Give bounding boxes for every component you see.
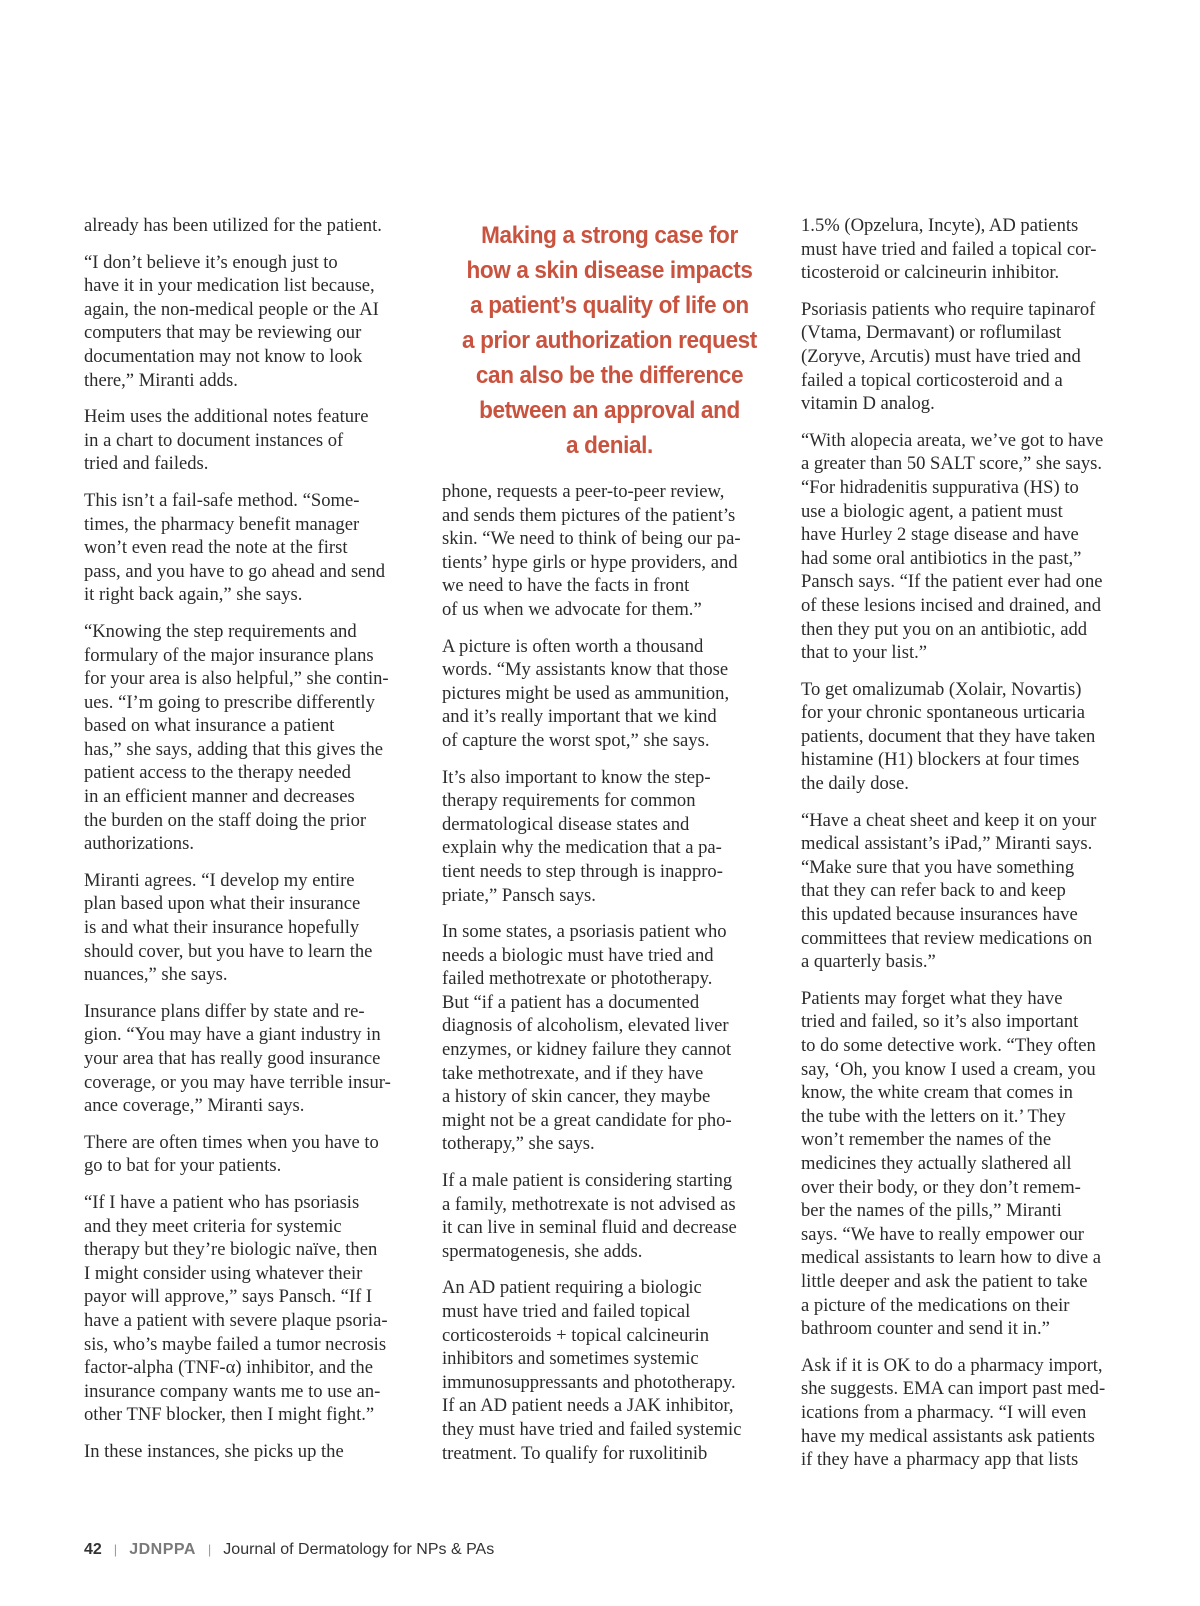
paragraph [801,1354,1131,1472]
text-line: authorizations. [84,833,194,855]
text-line: therapy but they’re biologic naïve, then [84,1239,378,1261]
paragraph [84,251,416,393]
paragraph [442,766,777,908]
text-line: histamine (H1) blockers at four times [801,749,1080,771]
text-line: times, the pharmacy benefit manager [84,513,360,535]
text-line: corticosteroids + topical calcineurin [442,1324,710,1346]
text-line: totherapy,” she says. [442,1133,595,1155]
text-line: ications from a pharmacy. “I will even [801,1401,1087,1423]
text-line: tient needs to step through is inappro- [442,860,723,882]
text-line: therapy requirements for common [442,790,696,812]
text-line: had some oral antibiotics in the past,” [801,547,1082,569]
text-line: a greater than 50 SALT score,” she says. [801,453,1103,475]
pull-quote-line: between an approval and [479,397,740,424]
text-line: over their body, or they don’t remem- [801,1176,1081,1198]
text-line: the burden on the staff doing the prior [84,809,367,831]
text-line: needs a biologic must have tried and [442,944,714,966]
pull-quote-line: Making a strong case for [481,222,738,249]
text-line: skin. “We need to think of being our pa- [442,528,741,550]
text-line: ber the names of the pills,” Miranti [801,1200,1062,1222]
pull-quote-line: how a skin disease impacts [466,257,753,284]
text-line: won’t remember the names of the [801,1129,1052,1151]
text-line: Psoriasis patients who require tapinarof [801,298,1096,320]
paragraph [84,869,416,987]
text-line: then they put you on an antibiotic, add [801,618,1088,640]
text-line: we need to have the facts in front [442,575,690,597]
middle-body-text [442,480,777,1465]
paragraph [801,809,1131,974]
page-footer [84,1541,494,1559]
text-line: of these lesions incised and drained, and [801,594,1101,616]
text-line: take methotrexate, and if they have [442,1062,704,1084]
text-line: and they meet criteria for systemic [84,1215,342,1237]
text-line: medical assistant’s iPad,” Miranti says. [801,833,1093,855]
text-line: she suggests. EMA can import past med- [801,1378,1106,1400]
text-line: other TNF blocker, then I might fight.” [84,1404,375,1426]
text-line: words. “My assistants know that those [442,659,729,681]
text-line: patients, document that they have taken [801,725,1096,747]
text-line: If a male patient is considering starting [442,1170,733,1192]
text-line: might not be a great candidate for pho- [442,1109,732,1131]
text-line: I might consider using whatever their [84,1262,363,1284]
pull-quote-line: a denial. [566,432,653,459]
text-line: explain why the medication that a pa- [442,837,722,859]
text-line: is and what their insurance hopefully [84,917,360,939]
text-line: ance coverage,” Miranti says. [84,1095,305,1117]
text-line: It’s also important to know the step- [442,766,711,788]
text-line: An AD patient requiring a biologic [442,1277,702,1299]
paragraph [801,429,1131,665]
text-line: committees that review medications on [801,927,1093,949]
text-line: tients’ hype girls or hype providers, and [442,551,738,573]
text-line: in an efficient manner and decreases [84,786,355,808]
text-line: they must have tried and failed systemic [442,1418,742,1440]
text-line: enzymes, or kidney failure they cannot [442,1039,732,1061]
text-line: should cover, but you have to learn the [84,940,373,962]
text-line: To get omalizumab (Xolair, Novartis) [801,678,1082,700]
paragraph [84,489,416,607]
text-line: plan based upon what their insurance [84,893,361,915]
text-line: patient access to the therapy needed [84,762,351,784]
article-column-left [84,214,416,1477]
text-line: treatment. To qualify for ruxolitinib [442,1442,708,1464]
text-line: already has been utilized for the patient. [84,215,382,236]
pull-quote [455,214,763,463]
text-line: This isn’t a fail-safe method. “Some- [84,489,360,511]
paragraph [84,1440,416,1464]
text-line: A picture is often worth a thousand [442,635,704,657]
text-line: has,” she says, adding that this gives the [84,738,383,760]
text-line: there,” Miranti adds. [84,369,238,391]
paragraph [801,298,1131,416]
text-line: tried and failed, so it’s also important [801,1011,1079,1033]
text-line: inhibitors and sometimes systemic [442,1348,699,1370]
text-line: (Zoryve, Arcutis) must have tried and [801,345,1081,367]
text-line: pictures might be used as ammunition, [442,682,730,704]
text-line: factor-alpha (TNF-α) inhibitor, and the [84,1357,373,1379]
text-line: that to your list.” [801,642,928,664]
text-line: based on what insurance a patient [84,715,335,737]
paragraph [442,1276,777,1465]
text-line: “Make sure that you have something [801,856,1075,878]
text-line: “With alopecia areata, we’ve got to have [801,429,1104,451]
paragraph [84,214,416,238]
text-line: documentation may not know to look [84,345,363,367]
text-line: won’t even read the note at the first [84,537,348,559]
paragraph [442,480,777,622]
text-line: and sends them pictures of the patient’s [442,504,736,526]
text-line: gion. “You may have a giant industry in [84,1024,381,1046]
text-line: must have tried and failed a topical cor- [801,238,1097,260]
text-line: failed a topical corticosteroid and a [801,369,1063,391]
text-line: dermatological disease states and [442,813,690,835]
pull-quote-line: a prior authorization request [462,327,757,354]
text-line: coverage, or you may have terrible insur- [84,1071,391,1093]
text-line: in a chart to document instances of [84,429,344,451]
text-line: Pansch says. “If the patient ever had one [801,571,1103,593]
text-line: medical assistants to learn how to dive a [801,1247,1102,1269]
paragraph [84,1191,416,1427]
text-line: There are often times when you have to [84,1131,379,1153]
text-line: Miranti agrees. “I develop my entire [84,869,355,891]
paragraph [442,635,777,753]
text-line: tried and faileds. [84,453,209,475]
text-line: “Knowing the step requirements and [84,620,357,642]
text-line: the daily dose. [801,773,909,795]
text-line: spermatogenesis, she adds. [442,1240,643,1262]
text-line: pass, and you have to go ahead and send [84,560,386,582]
text-line: phone, requests a peer-to-peer review, [442,481,725,502]
text-line: have a patient with severe plaque psoria- [84,1309,388,1331]
paragraph [84,1131,416,1178]
article-column-middle [442,214,777,1478]
paragraph [801,678,1131,796]
text-line: and it’s really important that we kind [442,706,717,728]
pull-quote-line: a patient’s quality of life on [470,292,749,319]
text-line: a family, methotrexate is not advised as [442,1193,736,1215]
paragraph [801,214,1131,285]
text-line: computers that may be reviewing our [84,322,362,344]
text-line: priate,” Pansch says. [442,884,596,906]
text-line: a quarterly basis.” [801,951,936,973]
text-line: if they have a pharmacy app that lists [801,1449,1079,1471]
journal-name: Journal of Dermatology for NPs & PAs [223,1541,495,1558]
text-line: of capture the worst spot,” she says. [442,729,710,751]
paragraph [84,1000,416,1118]
text-line: Ask if it is OK to do a pharmacy import, [801,1354,1103,1376]
paragraph [442,920,777,1156]
text-line: But “if a patient has a documented [442,991,700,1013]
paragraph [442,1169,777,1263]
text-line: formulary of the major insurance plans [84,644,374,666]
text-line: for your chronic spontaneous urticaria [801,702,1085,724]
text-line: it can live in seminal fluid and decrease [442,1217,737,1239]
text-line: Heim uses the additional notes feature [84,406,369,428]
text-line: ticosteroid or calcineurin inhibitor. [801,262,1060,284]
text-line: for your area is also helpful,” she contin- [84,668,389,690]
text-line: medicines they actually slathered all [801,1152,1072,1174]
text-line: nuances,” she says. [84,964,228,986]
text-line: If an AD patient needs a JAK inhibitor, [442,1395,734,1417]
text-line: immunosuppressants and phototherapy. [442,1371,736,1393]
paragraph [84,405,416,476]
text-line: sis, who’s maybe failed a tumor necrosis [84,1333,387,1355]
text-line: vitamin D analog. [801,393,935,415]
page-number: 42 [84,1541,102,1558]
text-line: says. “We have to really empower our [801,1223,1084,1245]
footer-separator: | [113,1542,118,1557]
text-line: that they can refer back to and keep [801,880,1066,902]
text-line: 1.5% (Opzelura, Incyte), AD patients [801,215,1079,236]
text-line: know, the white cream that comes in [801,1082,1073,1104]
journal-abbreviation: JDNPPA [129,1541,196,1558]
text-line: to do some detective work. “They often [801,1035,1096,1056]
paragraph [84,620,416,856]
text-line: have Hurley 2 stage disease and have [801,524,1079,546]
text-line: say, ‘Oh, you know I used a cream, you [801,1058,1096,1080]
pull-quote-line: can also be the difference [475,362,744,389]
text-line: Patients may forget what they have [801,987,1063,1009]
text-line: (Vtama, Dermavant) or roflumilast [801,322,1062,344]
text-line: have it in your medication list because, [84,275,375,297]
text-line: your area that has really good insurance [84,1048,381,1069]
text-line: of us when we advocate for them.” [442,598,702,620]
text-line: go to bat for your patients. [84,1155,282,1177]
text-line: Insurance plans differ by state and re- [84,1000,365,1022]
footer-separator: | [207,1542,212,1557]
text-line: insurance company wants me to use an- [84,1380,381,1402]
text-line: it right back again,” she says. [84,584,303,606]
text-line: “I don’t believe it’s enough just to [84,251,338,273]
article-column-right [801,214,1131,1485]
text-line: must have tried and failed topical [442,1301,691,1322]
text-line: again, the non-medical people or the AI [84,298,379,320]
text-line: a picture of the medications on their [801,1294,1070,1316]
text-line: the tube with the letters on it.’ They [801,1105,1066,1127]
text-line: use a biologic agent, a patient must [801,500,1063,522]
text-line: a history of skin cancer, they maybe [442,1086,711,1108]
text-line: payor will approve,” says Pansch. “If I [84,1286,373,1308]
text-line: have my medical assistants ask patients [801,1425,1095,1447]
text-line: bathroom counter and send it in.” [801,1318,1050,1340]
text-line: “If I have a patient who has psoriasis [84,1191,360,1213]
text-line: little deeper and ask the patient to take [801,1270,1088,1292]
text-line: In some states, a psoriasis patient who [442,921,727,943]
text-line: this updated because insurances have [801,904,1078,926]
text-line: failed methotrexate or phototherapy. [442,968,713,990]
text-line: “For hidradenitis suppurativa (HS) to [801,476,1079,498]
paragraph [801,987,1131,1341]
text-line: “Have a cheat sheet and keep it on your [801,809,1097,831]
text-line: diagnosis of alcoholism, elevated liver [442,1015,729,1037]
text-line: In these instances, she picks up the [84,1440,344,1462]
text-line: ues. “I’m going to prescribe differently [84,691,375,713]
